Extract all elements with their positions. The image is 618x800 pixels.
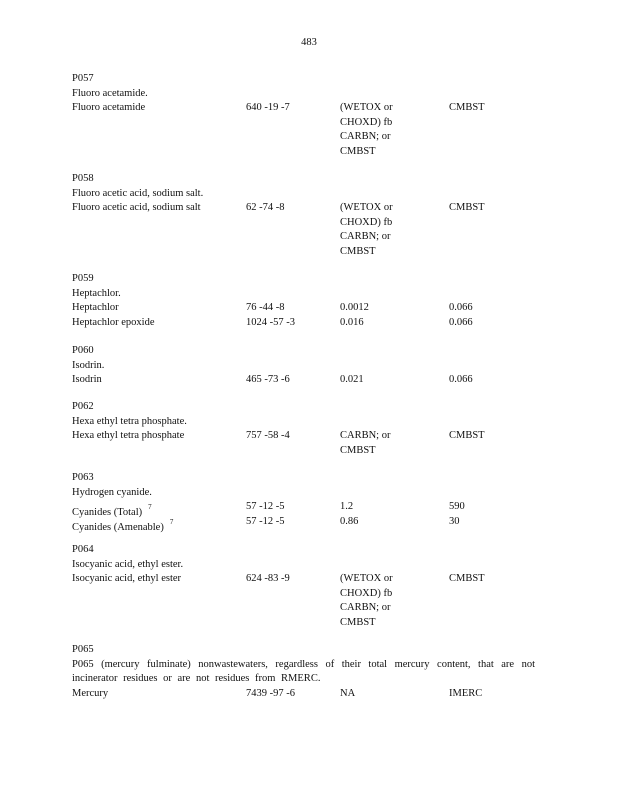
waste-title: Hydrogen cyanide. — [72, 486, 152, 498]
wastewater-standard: (WETOX or — [340, 102, 393, 114]
wastewater-standard: CARBN; or — [340, 602, 391, 614]
entry-p057 — [72, 72, 552, 160]
constituent-name: Cyanides (Total) — [72, 507, 143, 519]
wastewater-standard: NA — [340, 687, 356, 699]
constituent-row — [72, 687, 552, 702]
constituent-name: Isocyanic acid, ethyl ester — [72, 573, 182, 585]
waste-title: Heptachlor. — [72, 287, 121, 299]
entry-p058 — [72, 172, 552, 260]
cas-number: 757 -58 -4 — [246, 430, 290, 442]
waste-code: P059 — [72, 273, 94, 284]
footnote-marker: 7 — [169, 517, 174, 526]
cas-number: 57 -12 -5 — [246, 515, 285, 527]
waste-code: P063 — [72, 472, 94, 483]
wastewater-standard: (WETOX or — [340, 202, 393, 214]
nonwastewater-standard: CMBST — [449, 202, 485, 214]
wastewater-standard: 1.2 — [340, 501, 354, 513]
constituent-name: Heptachlor — [72, 302, 119, 314]
wastewater-standard: CHOXD) fb — [340, 216, 393, 228]
entry-p064 — [72, 543, 552, 631]
footnote-marker: 7 — [148, 503, 152, 512]
cas-number: 1024 -57 -3 — [246, 316, 295, 328]
constituent-row — [72, 429, 552, 444]
nonwastewater-standard: CMBST — [449, 430, 485, 442]
constituent-name: Hexa ethyl tetra phosphate — [72, 430, 185, 442]
wastewater-standard: 0.0012 — [340, 302, 369, 314]
waste-code: P058 — [72, 173, 94, 184]
constituent-row — [72, 373, 552, 388]
entry-p059 — [72, 272, 552, 330]
cas-number: 465 -73 -6 — [246, 374, 290, 386]
waste-code: P065 — [72, 644, 94, 655]
waste-title: Fluoro acetic acid, sodium salt. — [72, 187, 204, 199]
nonwastewater-standard: 0.066 — [449, 316, 473, 328]
wastewater-standard: CMBST — [340, 616, 376, 628]
constituent-row — [72, 515, 552, 533]
wastewater-standard: 0.021 — [340, 374, 364, 386]
waste-note: P065 (mercury fulminate) nonwastewaters, regardless of their total mercury content, that are not incinerator residues or are not residues from RMERC. — [72, 658, 535, 685]
waste-code: P057 — [72, 73, 94, 84]
entry-p065 — [72, 643, 552, 701]
cas-number: 62 -74 -8 — [246, 202, 285, 214]
constituent-row — [72, 301, 552, 316]
nonwastewater-standard: 0.066 — [449, 302, 473, 314]
constituent-row — [72, 572, 552, 587]
wastewater-standard: CHOXD) fb — [340, 587, 393, 599]
cas-number: 76 -44 -8 — [246, 302, 285, 314]
waste-title: Isocyanic acid, ethyl ester. — [72, 558, 184, 570]
constituent-name: Heptachlor epoxide — [72, 316, 155, 328]
cas-number: 57 -12 -5 — [246, 501, 285, 513]
wastewater-standard: CMBST — [340, 444, 376, 456]
wastewater-standard: CMBST — [340, 245, 376, 257]
constituent-name: Cyanides (Amenable) — [72, 521, 164, 533]
wastewater-standard: CARBN; or — [340, 231, 391, 243]
constituent-name: Fluoro acetamide — [72, 102, 146, 114]
nonwastewater-standard: 30 — [449, 515, 460, 527]
waste-code: P062 — [72, 401, 94, 412]
nonwastewater-standard: IMERC — [449, 687, 483, 699]
waste-title: Isodrin. — [72, 359, 105, 371]
page-number: 483 — [301, 37, 317, 48]
wastewater-standard: (WETOX or — [340, 573, 393, 585]
nonwastewater-standard: 0.066 — [449, 374, 473, 386]
wastewater-standard: CMBST — [340, 145, 376, 157]
entry-p060 — [72, 344, 552, 388]
constituent-name: Mercury — [72, 687, 109, 699]
entry-p062 — [72, 400, 552, 458]
constituent-name: Fluoro acetic acid, sodium salt — [72, 202, 201, 214]
nonwastewater-standard: 590 — [449, 501, 465, 513]
waste-title: Hexa ethyl tetra phosphate. — [72, 415, 187, 427]
waste-code: P064 — [72, 544, 94, 555]
constituent-row — [72, 500, 552, 519]
waste-code: P060 — [72, 345, 94, 356]
wastewater-standard: CHOXD) fb — [340, 116, 393, 128]
wastewater-standard: 0.86 — [340, 515, 359, 527]
cas-number: 7439 -97 -6 — [246, 687, 295, 699]
nonwastewater-standard: CMBST — [449, 573, 485, 585]
wastewater-standard: CARBN; or — [340, 131, 391, 143]
wastewater-standard: 0.016 — [340, 316, 364, 328]
cas-number: 640 -19 -7 — [246, 102, 290, 114]
constituent-name: Isodrin — [72, 374, 102, 386]
waste-title: Fluoro acetamide. — [72, 87, 148, 99]
entry-p063 — [72, 471, 552, 533]
constituent-row — [72, 316, 552, 331]
constituent-row — [72, 101, 552, 116]
cas-number: 624 -83 -9 — [246, 573, 290, 585]
wastewater-standard: CARBN; or — [340, 430, 391, 442]
constituent-row — [72, 201, 552, 216]
nonwastewater-standard: CMBST — [449, 102, 485, 114]
